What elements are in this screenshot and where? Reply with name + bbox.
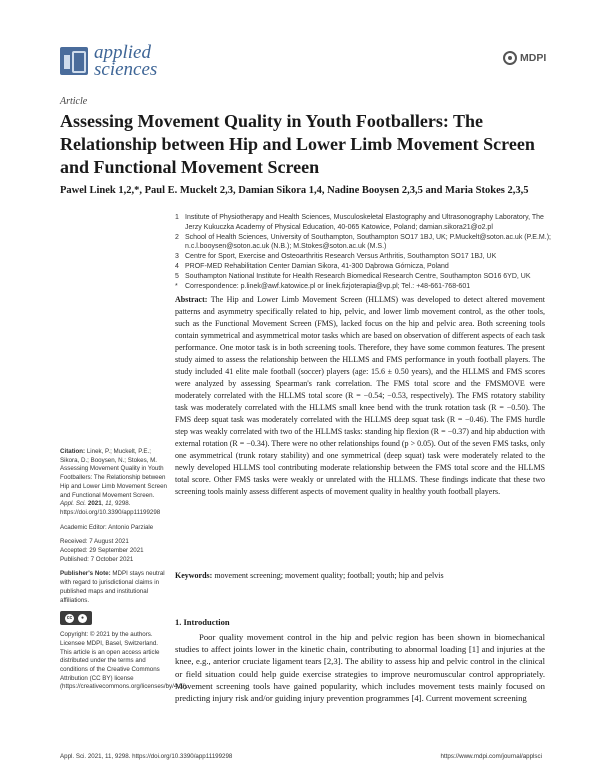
abstract-label: Abstract: (175, 295, 208, 304)
author-list: Pawel Linek 1,2,*, Paul E. Muckelt 2,3, Damian Sikora 1,4, Nadine Booysen 2,3,5 and Maria Stokes 2,3,5 (60, 185, 529, 196)
mdpi-logo-icon (503, 51, 517, 65)
publisher-logo[interactable] (503, 51, 546, 65)
affiliation: 2 School of Health Sciences, University of Southampton, Southampton SO17 1BJ, UK; P.Muckelt@soton.ac.uk (P.E.M.); n.c.l.booysen@soton.ac.uk (N.B.); M.Stokes@soton.ac.uk (M.S.) (175, 233, 551, 251)
affiliation: 5 Southampton National Institute for Health Research Biomedical Research Centre, Southampton SO16 6YD, UK (175, 272, 531, 280)
journal-logo-icon (60, 47, 88, 75)
affiliation: 1 Institute of Physiotherapy and Health Sciences, Musculoskeletal Elastography and Ultrasonography Laboratory, The Jerzy Kukuczka Academy of Physical Education, 40-065 Katowice, Poland; damian.sikora21@o2.pl (175, 214, 544, 231)
footer-citation[interactable]: Appl. Sci. 2021, 11, 9298. https://doi.org/10.3390/app11199298 (60, 753, 233, 760)
publisher-name: MDPI (520, 52, 547, 64)
journal-logo[interactable] (60, 44, 157, 78)
article-type: Article (60, 96, 88, 107)
paper-title: Assessing Movement Quality in Youth Footballers: The Relationship between Hip and Lower Limb Movement Screen and Functional Movement Screen (60, 111, 535, 177)
affiliations (175, 213, 555, 291)
affiliation: 3 Centre for Sport, Exercise and Osteoarthritis Research Versus Arthritis, Southampton SO17 1BJ, UK (175, 253, 497, 261)
abstract (175, 294, 545, 498)
citation-doi-link[interactable]: 9298. https://doi.org/10.3390/app11199298 (60, 500, 161, 516)
left-metadata-column (60, 448, 188, 698)
cc-icon: cc (66, 614, 73, 621)
received-date: Received: 7 August 2021 (60, 538, 129, 546)
copyright-notice: Copyright: © 2021 by the authors. Licensee MDPI, Basel, Switzerland. This article is an open access article distributed under the terms and conditions of the Creative Commons Attribution (CC BY) license (https://creativecommons.org/licenses/by/4.0/). (60, 631, 188, 691)
journal-name: applied sciences (94, 42, 158, 80)
section-heading: 1. Introduction (175, 617, 230, 627)
citation-block: Citation: Linek, P.; Muckelt, P.E.; Sikora, D.; Booysen, N.; Stokes, M. Assessing Movement Quality in Youth Footballers: The Relationship between Hip and Lower Limb Movement Screen and Functional Movement Screen. Appl. Sci. 2021, 11, 9298. https://doi.org/10.3390/app11199298 (60, 448, 167, 516)
footer-journal-url[interactable]: https://www.mdpi.com/journal/applsci (440, 753, 542, 760)
correspondence: * Correspondence: p.linek@awf.katowice.pl or linek.fizjoterapia@vp.pl; Tel.: +48-661-768-601 (175, 282, 471, 290)
cc-license-badge[interactable] (60, 611, 92, 625)
affiliation: 4 PROF-MED Rehabilitation Center Damian Sikora, 41-300 Dąbrowa Górnicza, Poland (175, 262, 449, 270)
abstract-text: The Hip and Lower Limb Movement Screen (HLLMS) was developed to detect altered movement patterns and asymmetry specifically related to hip, pelvic, and lower limb movement control, as the other tools, such as the Functional Movement Screen (FMS), lacked focus on the hip and pelvic area. Both screening tools contain symmetrical and asymmetrical motor tasks which are based on observation of different aspects of each task performance. One motor task is in both screening tools. Therefore, they have some common features. The present study aimed to assess the relationship between the HLLMS and FMS performance in youth football players. The study included 41 elite male football (soccer) players (age: 15.6 ± 0.50 years), and the HLLMS and FMS scores were analyzed by assessing Spearman's rank correlation. The FMS total score and the FMSMOVE were moderately correlated with the HLLMS total score (R = −0.54; −0.53, respectively). The FMS rotatory stability task was moderately correlated with the HLLMS small knee bend with the trunk rotation task (R = −0.50). The FMS deep squat task was moderately correlated with the HLLMS deep squat task (R = −0.46). The FMS hurdle step was weakly correlated with two of the HLLMS tasks: standing hip flexion (R = −0.37) and hip abduction with external rotation (R = −0.34). There were no other relationships found (p > 0.05). Out of the seven FMS tasks, only one asymmetrical (trunk rotary stability) and one symmetrical (deep squat) task were moderately related to the newly developed HLLMS tool contributing moderate relationship between the FMS total score and the HLLMS total score. Other FMS tasks were weakly or unrelated with the HLLMS. These findings indicate that these two screening tools mainly assess different aspects of movement quality in healthy youth football players. (175, 295, 546, 496)
publisher-note: Publisher's Note: MDPI stays neutral with regard to jurisdictional claims in published maps and institutional affiliations. (60, 570, 165, 604)
attribution-icon: ● (78, 614, 87, 623)
keywords-label: Keywords: (175, 571, 213, 580)
keywords-text: movement screening; movement quality; football; youth; hip and pelvis (214, 571, 444, 580)
published-date: Published: 7 October 2021 (60, 555, 134, 563)
keywords (175, 570, 545, 582)
introduction-text: Poor quality movement control in the hip and pelvic region has been shown in biomechanical studies to affect joints lower in the kinetic chain, contributing to abnormal loading [1] and injuries at the knee, e.g., anterior cruciate ligament tears [2,3]. The ability to assess hip and pelvic control in the clinical or field situation could help guide exercise strategies to improve neuromuscular control appropriately. Movement screening tools have gained popularity, which includes movement tests mainly focused on predicting injury risk and/or guiding injury prevention programmes [4]. Current movement screening (175, 632, 545, 704)
accepted-date: Accepted: 29 September 2021 (60, 547, 144, 555)
academic-editor: Academic Editor: Antonio Parziale (60, 523, 154, 531)
